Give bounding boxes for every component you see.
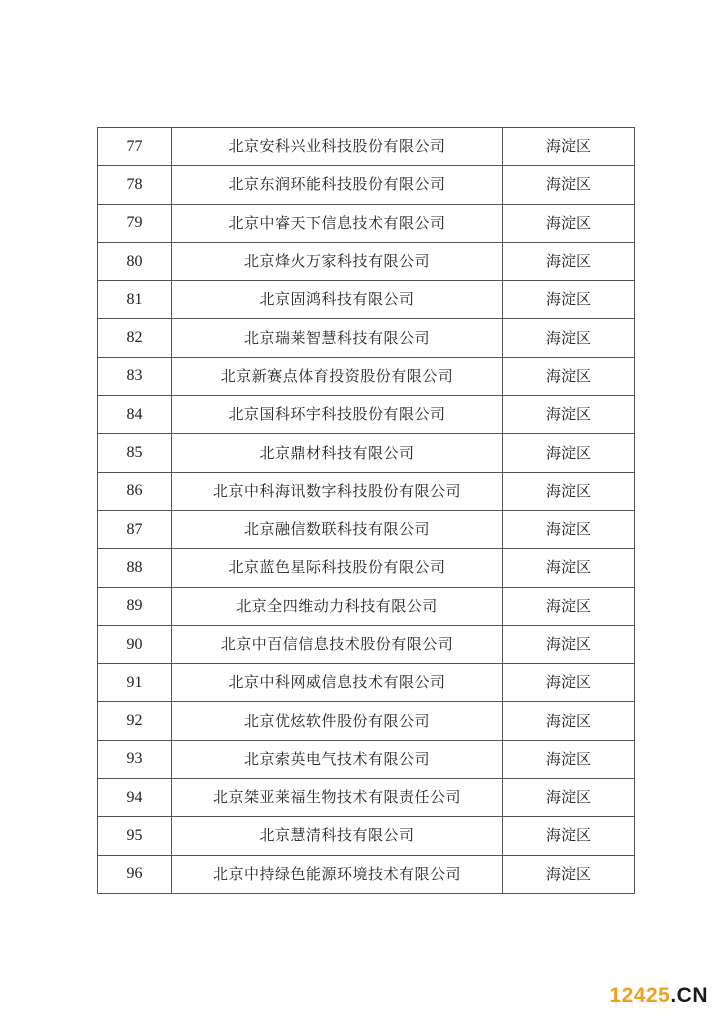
district-cell: 海淀区 (503, 242, 635, 280)
row-number-cell: 90 (98, 625, 172, 663)
row-number-cell: 83 (98, 357, 172, 395)
table-row (98, 549, 635, 587)
district-cell: 海淀区 (503, 434, 635, 472)
row-number-cell: 96 (98, 855, 172, 893)
watermark-domain: .CN (670, 984, 708, 1007)
row-number-cell: 85 (98, 434, 172, 472)
site-watermark (609, 984, 708, 1008)
district-cell: 海淀区 (503, 664, 635, 702)
row-number-cell: 95 (98, 817, 172, 855)
table-row (98, 625, 635, 663)
company-name-cell: 北京中科网威信息技术有限公司 (172, 664, 503, 702)
district-cell: 海淀区 (503, 166, 635, 204)
company-name-cell: 北京全四维动力科技有限公司 (172, 587, 503, 625)
company-name-cell: 北京优炫软件股份有限公司 (172, 702, 503, 740)
company-name-cell: 北京慧清科技有限公司 (172, 817, 503, 855)
table-row (98, 242, 635, 280)
company-name-cell: 北京国科环宇科技股份有限公司 (172, 396, 503, 434)
district-cell: 海淀区 (503, 549, 635, 587)
table-row (98, 664, 635, 702)
company-name-cell: 北京索英电气技术有限公司 (172, 740, 503, 778)
district-cell: 海淀区 (503, 702, 635, 740)
watermark-number: 12425 (609, 984, 671, 1007)
table-row (98, 740, 635, 778)
table-row (98, 434, 635, 472)
row-number-cell: 91 (98, 664, 172, 702)
table-row (98, 817, 635, 855)
company-name-cell: 北京固鸿科技有限公司 (172, 281, 503, 319)
company-name-cell: 北京瑞莱智慧科技有限公司 (172, 319, 503, 357)
district-cell: 海淀区 (503, 472, 635, 510)
district-cell: 海淀区 (503, 817, 635, 855)
company-name-cell: 北京中睿天下信息技术有限公司 (172, 204, 503, 242)
row-number-cell: 93 (98, 740, 172, 778)
district-cell: 海淀区 (503, 510, 635, 548)
company-name-cell: 北京蓝色星际科技股份有限公司 (172, 549, 503, 587)
company-name-cell: 北京中持绿色能源环境技术有限公司 (172, 855, 503, 893)
table-row (98, 204, 635, 242)
company-name-cell: 北京融信数联科技有限公司 (172, 510, 503, 548)
table-row (98, 319, 635, 357)
row-number-cell: 82 (98, 319, 172, 357)
company-name-cell: 北京新赛点体育投资股份有限公司 (172, 357, 503, 395)
company-name-cell: 北京安科兴业科技股份有限公司 (172, 128, 503, 166)
district-cell: 海淀区 (503, 204, 635, 242)
district-cell: 海淀区 (503, 855, 635, 893)
row-number-cell: 94 (98, 779, 172, 817)
table-row (98, 166, 635, 204)
district-cell: 海淀区 (503, 625, 635, 663)
company-name-cell: 北京鼎材科技有限公司 (172, 434, 503, 472)
table-row (98, 855, 635, 893)
row-number-cell: 81 (98, 281, 172, 319)
table-row (98, 396, 635, 434)
row-number-cell: 92 (98, 702, 172, 740)
row-number-cell: 86 (98, 472, 172, 510)
district-cell: 海淀区 (503, 357, 635, 395)
company-name-cell: 北京中百信信息技术股份有限公司 (172, 625, 503, 663)
table-row (98, 357, 635, 395)
district-cell: 海淀区 (503, 128, 635, 166)
row-number-cell: 79 (98, 204, 172, 242)
table-row (98, 510, 635, 548)
table-row (98, 779, 635, 817)
row-number-cell: 89 (98, 587, 172, 625)
district-cell: 海淀区 (503, 779, 635, 817)
company-name-cell: 北京烽火万家科技有限公司 (172, 242, 503, 280)
district-cell: 海淀区 (503, 281, 635, 319)
row-number-cell: 77 (98, 128, 172, 166)
row-number-cell: 84 (98, 396, 172, 434)
district-cell: 海淀区 (503, 396, 635, 434)
company-name-cell: 北京东润环能科技股份有限公司 (172, 166, 503, 204)
row-number-cell: 87 (98, 510, 172, 548)
district-cell: 海淀区 (503, 319, 635, 357)
table-row (98, 702, 635, 740)
table-row (98, 472, 635, 510)
table-row (98, 281, 635, 319)
company-name-cell: 北京中科海讯数字科技股份有限公司 (172, 472, 503, 510)
company-list-table (97, 127, 635, 894)
table-row (98, 128, 635, 166)
company-list-body (98, 128, 635, 894)
company-name-cell: 北京桀亚莱福生物技术有限责任公司 (172, 779, 503, 817)
district-cell: 海淀区 (503, 740, 635, 778)
table-row (98, 587, 635, 625)
row-number-cell: 78 (98, 166, 172, 204)
district-cell: 海淀区 (503, 587, 635, 625)
row-number-cell: 80 (98, 242, 172, 280)
row-number-cell: 88 (98, 549, 172, 587)
